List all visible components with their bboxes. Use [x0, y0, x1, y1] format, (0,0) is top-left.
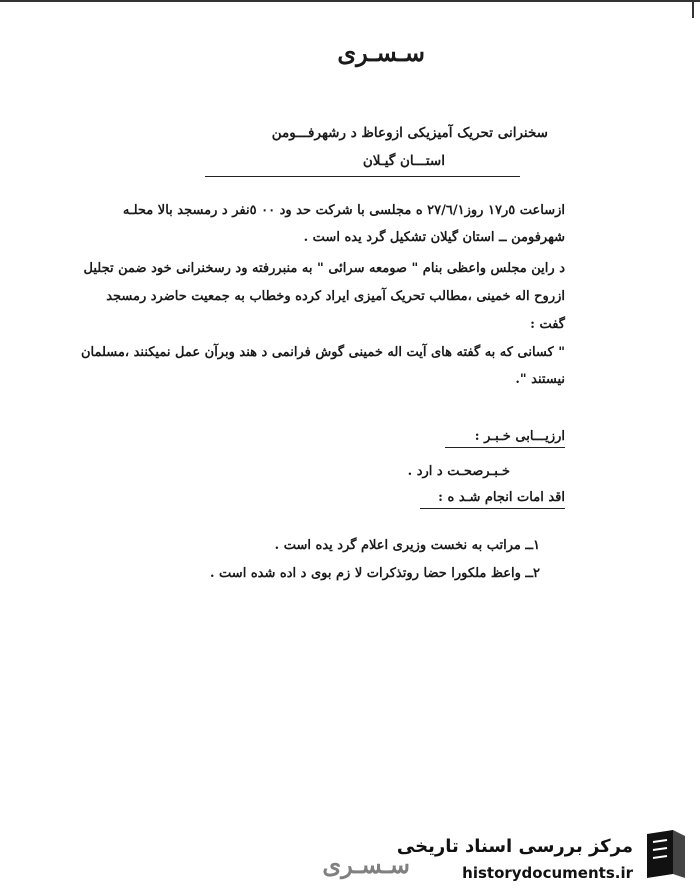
archive-url: historydocuments.ir	[462, 864, 633, 882]
document-title-line1: سخنرانی تحریک آمیزیکی ازوعاظ د رشهرفـــومن	[271, 125, 548, 141]
actions-heading-underline	[420, 508, 565, 509]
archive-org-name: مرکز بررسی اسناد تاریخی	[396, 836, 633, 857]
quote-line2: نیستند ".	[515, 372, 565, 387]
paragraph2-line3: گفت :	[530, 317, 565, 332]
classification-stamp-top: سـسـری	[337, 38, 425, 67]
evaluation-text: خـبـرصحـت د ارد .	[407, 464, 510, 479]
paragraph2-line2: ازروح اله خمینی ،مطالب تحریک آمیزی ایراد کرده وخطاب به جمعیت حاضرد رمسجد	[106, 289, 565, 304]
quote-line1: " کسانی که به گفته های آیت اله خمینی گوش فرانمی د هند وبرآن عمل نمیکنند ،مسلمان	[80, 345, 565, 360]
action-item-1: ١ــ مراتب به نخست وزیری اعلام گرد یده است .	[274, 538, 540, 553]
actions-heading: اقد امات انجام شـد ه :	[438, 490, 565, 505]
document-title-line2: استـــان گیـلان	[362, 153, 445, 169]
action-item-2: ٢ــ واعظ ملکورا حضا روتذکرات لا زم بوی د اده شده است .	[209, 566, 540, 581]
title-underline	[205, 176, 520, 177]
paragraph1-line1: ازساعت ٥ر١٧ روز٢٧/٦/١ ه مجلسی با شرکت حد ود ٠٠ ٥نفر د رمسجد بالا محلـه	[122, 203, 565, 218]
archive-watermark	[395, 822, 695, 892]
classification-stamp-bottom: سـسـری	[322, 850, 410, 879]
evaluation-heading-underline	[445, 447, 565, 448]
paragraph1-line2: شهرفومن ــ استان گیلان تشکیل گرد یده است .	[303, 230, 565, 245]
evaluation-heading: ارزیـــابی خـبـر :	[474, 429, 565, 444]
archive-logo-icon	[643, 828, 689, 880]
paragraph2-line1: د راین مجلس واعظی بنام " صومعه سرائی " به منبررفته ود رسخنرانی خود ضمن تجلیل	[83, 261, 565, 276]
